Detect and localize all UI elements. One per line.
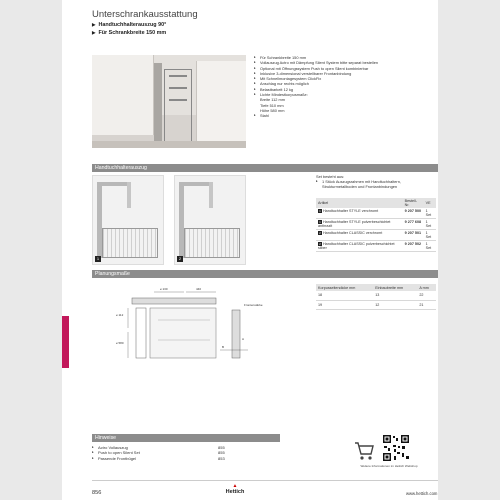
col-header-korpus: Korpusseitendicke mm xyxy=(316,284,373,291)
qr-caption: Weitere Informationen im Hettich Webshop xyxy=(360,464,418,468)
set-intro xyxy=(316,174,436,190)
list-item[interactable]: ▸ Push to open Silent Set 855 xyxy=(92,450,280,455)
table-row: 18 13 22 xyxy=(316,291,436,300)
dim-label: ≥ 580 xyxy=(116,341,124,345)
order-number: 9 207 500 xyxy=(403,208,424,219)
qr-code[interactable] xyxy=(382,434,410,462)
col-header-bestellnr: Bestell-Nr. xyxy=(403,198,424,208)
spec-item: ▸ Stahl xyxy=(254,113,430,118)
col-header-artikel: Artikel xyxy=(316,198,403,208)
item-number-box: 2 xyxy=(319,231,321,236)
table-row: 19 12 21 xyxy=(316,300,436,309)
order-number: 9 207 502 xyxy=(403,241,424,252)
col-header-einbaubreite: Einbaubreite mm xyxy=(373,284,417,291)
hettich-logo: ▲ Hettich xyxy=(220,484,250,496)
product-photo-style xyxy=(92,175,164,265)
spec-item: ▸ Vollauszug Actro mit Dämpfung Silent System bitte separat bestellen xyxy=(254,60,430,65)
col-header-a: A mm xyxy=(417,284,436,291)
spec-item: ▸ Optional mit Öffnungssystem Push to open Silent kombinierbar xyxy=(254,66,430,71)
col-header-ve: VE xyxy=(424,198,436,208)
dim-label: 440 xyxy=(196,287,202,291)
table-row: 2 Handtuchhalter CLASSIC pulverbeschichtet silber 9 207 502 1 Set xyxy=(316,241,436,252)
website-url[interactable]: www.hettich.com xyxy=(406,491,438,496)
table-row: 1 Handtuchhalter STYLE verchromt 9 207 500 1 Set xyxy=(316,208,436,219)
subtitle-width: ▶ Für Schrankbreite 150 mm xyxy=(92,30,167,36)
spec-item: ▸ Mit Schnellmontagesystem ClickFix xyxy=(254,76,430,81)
section-bar-hinweise: Hinweise xyxy=(92,434,280,442)
chapter-tab-marker xyxy=(62,316,69,368)
table-row: 1 Handtuchhalter STYLE pulverbeschichtet anthrazit 9 277 608 1 Set xyxy=(316,219,436,230)
dim-label: Frontenstärke xyxy=(244,303,263,307)
spec-item: ▸ Belastbarkeit 12 kg xyxy=(254,87,430,92)
section-bar-planung: Planungsmaße xyxy=(92,270,438,278)
triangle-icon: ▶ xyxy=(92,22,96,27)
dim-label: ≥ 130 xyxy=(160,287,168,291)
table-header-row xyxy=(316,284,436,291)
spec-list xyxy=(254,55,430,119)
footer-divider xyxy=(92,480,438,481)
planning-drawing xyxy=(92,280,278,370)
spec-item: ▸ Inklusive 3-dimensional verstellbarer Frontanbindung xyxy=(254,71,430,76)
set-intro-label: Set besteht aus: xyxy=(316,174,345,179)
planning-table xyxy=(316,284,436,310)
packing-unit: 1 Set xyxy=(424,241,436,252)
hero-kitchen-photo xyxy=(92,55,246,148)
spec-item: Höhe 580 mm xyxy=(260,107,285,113)
set-intro-item: ▸ 1 Stück Auszugsrahmen mit Handtuchhaltern, Strukturmetallboden und Frontanbindungen xyxy=(316,179,401,190)
item-number-box: 1 xyxy=(319,220,321,225)
logo-mark-icon: ▲ xyxy=(232,483,238,489)
spec-item: Breite 112 mm xyxy=(260,97,286,103)
dim-label: ≥ 112 xyxy=(116,313,124,317)
dim-label: A xyxy=(242,337,245,341)
order-number: 9 277 608 xyxy=(403,219,424,230)
spec-item: ▸ Für Schrankbreite 150 mm xyxy=(254,55,430,60)
product-photo-classic xyxy=(174,175,246,265)
page-title: Unterschrankausstattung xyxy=(92,9,198,20)
item-number-box: 2 xyxy=(319,242,321,247)
item-number-box: 1 xyxy=(319,209,321,214)
dim-label: B xyxy=(222,345,225,349)
spec-item: Tiefe 510 mm xyxy=(260,102,284,108)
shopping-cart-icon xyxy=(353,438,375,462)
triangle-icon: ▶ xyxy=(92,30,96,35)
order-number: 9 207 501 xyxy=(403,230,424,241)
spec-item: ▸ Lichte Mindestkorpusmaße: xyxy=(254,92,430,97)
spec-item: ▸ Anschlag nur rechts möglich xyxy=(254,81,430,86)
section-bar-handtuch: Handtuchhalterauszug xyxy=(92,164,438,172)
list-item[interactable]: ▸ Actro Vollauszug 855 xyxy=(92,445,280,450)
page-number: 856 xyxy=(92,490,102,496)
article-table xyxy=(316,198,436,252)
subtitle-product: ▶ Handtuchhalterauszug 90° xyxy=(92,22,167,28)
hinweise-list xyxy=(92,445,280,461)
packing-unit: 1 Set xyxy=(424,219,436,230)
photo-number: 2 xyxy=(178,256,182,261)
table-row: 2 Handtuchhalter CLASSIC verchromt 9 207 501 1 Set xyxy=(316,230,436,241)
catalog-page xyxy=(62,0,438,500)
photo-number: 1 xyxy=(96,256,100,261)
list-item[interactable]: ▸ Passende Frontbügel 853 xyxy=(92,456,280,461)
packing-unit: 1 Set xyxy=(424,208,436,219)
packing-unit: 1 Set xyxy=(424,230,436,241)
table-header-row xyxy=(316,198,436,208)
